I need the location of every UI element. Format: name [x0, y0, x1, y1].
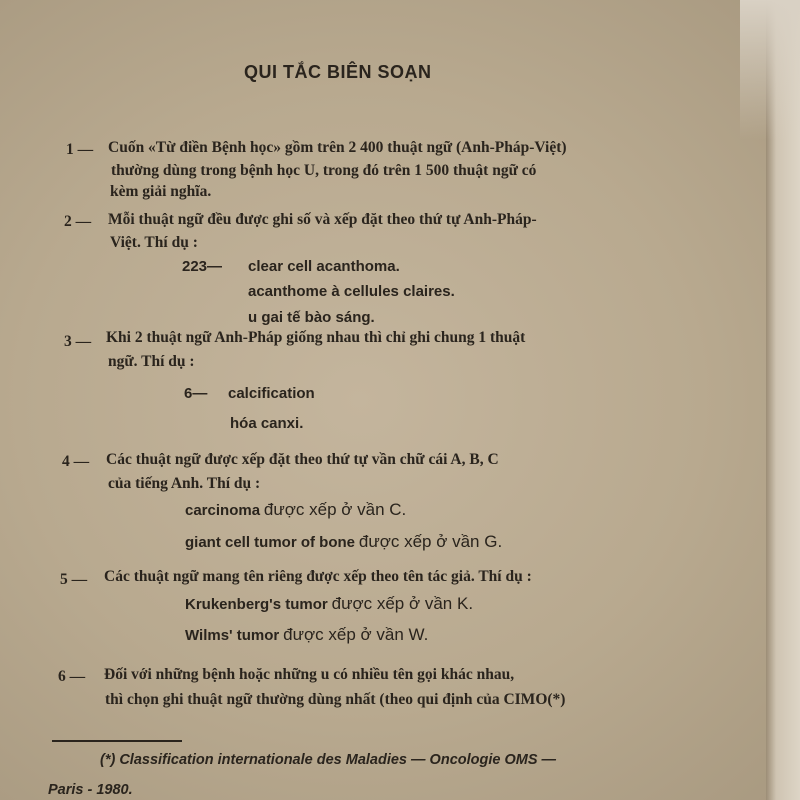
example-term: u gai tế bào sáng.	[248, 309, 375, 326]
rule-3-line: Khi 2 thuật ngữ Anh-Pháp giống nhau thì chỉ ghi chung 1 thuật	[106, 329, 526, 346]
rule-3-number: 3 —	[64, 333, 92, 350]
footnote-line: (*) Classification internationale des Maladies — Oncologie OMS —	[100, 752, 557, 768]
rule-1-line: kèm giải nghĩa.	[110, 183, 212, 200]
rule-2-line: Mỗi thuật ngữ đều được ghi số và xếp đặt theo thứ tự Anh-Pháp-	[108, 211, 537, 228]
example-note: được xếp ở vần C.	[263, 500, 407, 519]
footnote-line: Paris - 1980.	[48, 782, 133, 798]
example-term: hóa canxi.	[230, 415, 304, 432]
example-line	[185, 594, 473, 615]
example-term: carcinoma	[185, 502, 261, 519]
rule-1-number: 1 —	[66, 141, 94, 158]
rule-2-line: Việt. Thí dụ :	[110, 234, 198, 251]
rule-6-line: Đối với những bệnh hoặc những u có nhiều tên gọi khác nhau,	[104, 666, 515, 683]
example-number: 6—	[184, 385, 208, 402]
example-term: Wilms' tumor	[185, 627, 280, 644]
example-term: Krukenberg's tumor	[185, 596, 328, 613]
rule-4-line: Các thuật ngữ được xếp đặt theo thứ tự vần chữ cái A, B, C	[106, 451, 499, 468]
example-note: được xếp ở vần G.	[358, 532, 503, 551]
example-term: acanthome à cellules claires.	[248, 283, 455, 300]
rule-1-line: Cuốn «Từ điền Bệnh học» gồm trên 2 400 thuật ngữ (Anh-Pháp-Việt)	[108, 139, 567, 156]
rule-6-line: thì chọn ghi thuật ngữ thường dùng nhất (theo qui định của CIMO(*)	[105, 691, 566, 708]
rule-5-number: 5 —	[60, 571, 88, 588]
example-note: được xếp ở vần K.	[331, 594, 474, 613]
rule-3-line: ngữ. Thí dụ :	[108, 353, 195, 370]
example-term: giant cell tumor of bone	[185, 534, 356, 551]
footnote-divider	[52, 740, 182, 742]
example-term: clear cell acanthoma.	[248, 258, 400, 275]
rule-1-line: thường dùng trong bệnh học U, trong đó trên 1 500 thuật ngữ có	[111, 162, 537, 179]
rule-4-number: 4 —	[62, 453, 90, 470]
page-corner	[740, 0, 800, 140]
page-title: QUI TẮC BIÊN SOẠN	[244, 62, 432, 82]
example-line	[185, 500, 406, 521]
example-note: được xếp ở vần W.	[283, 625, 429, 644]
rule-6-number: 6 —	[58, 668, 86, 685]
rule-5-line: Các thuật ngữ mang tên riêng được xếp theo tên tác giả. Thí dụ :	[104, 568, 532, 585]
example-number: 223—	[182, 258, 223, 275]
example-term: calcification	[228, 385, 315, 402]
rule-4-line: của tiếng Anh. Thí dụ :	[108, 475, 261, 492]
rule-2-number: 2 —	[64, 213, 92, 230]
example-line	[185, 532, 502, 553]
example-line	[185, 625, 428, 646]
